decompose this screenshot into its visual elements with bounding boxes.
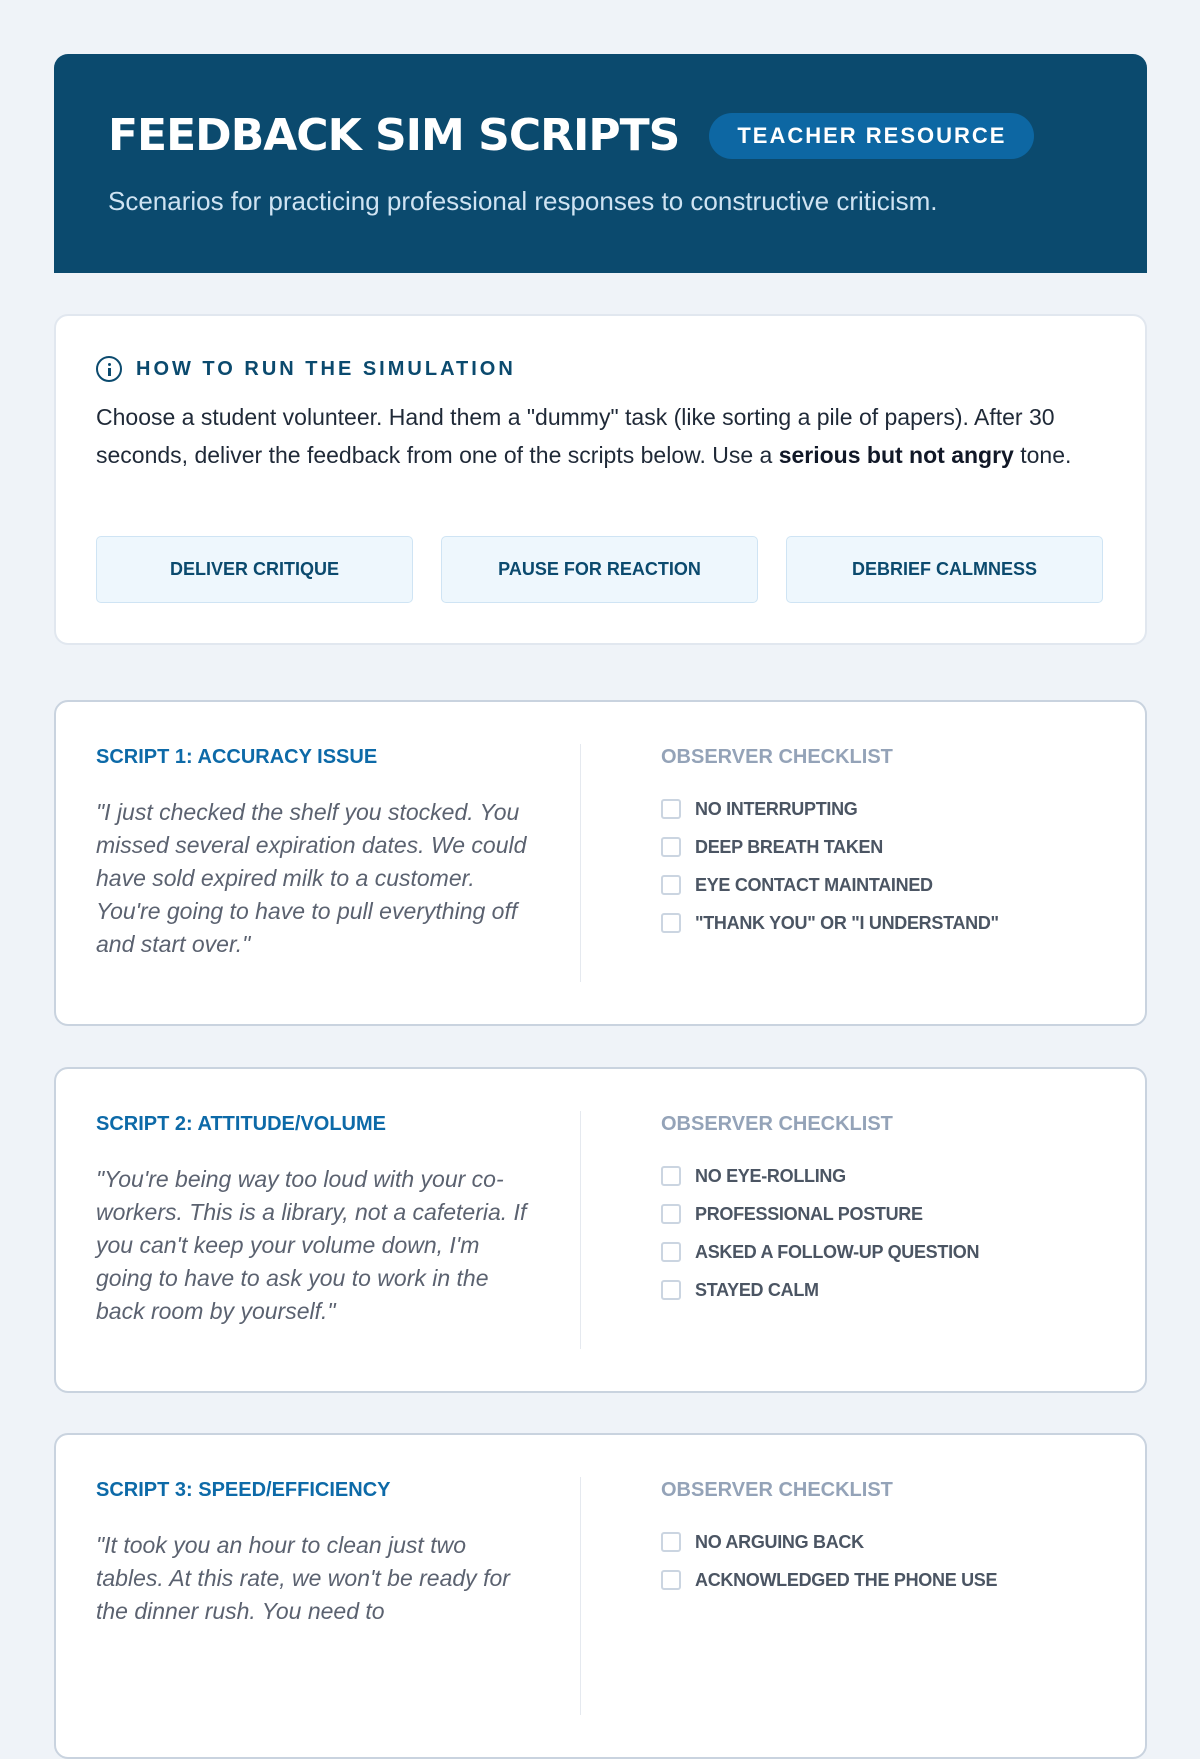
divider xyxy=(580,1477,581,1715)
checklist-item[interactable] xyxy=(661,1523,1101,1561)
checkbox[interactable] xyxy=(661,799,681,819)
checklist-label: "THANK YOU" OR "I UNDERSTAND" xyxy=(695,912,999,933)
script-card-2 xyxy=(54,1067,1147,1393)
checklist-item[interactable] xyxy=(661,904,1101,942)
checklist-label: DEEP BREATH TAKEN xyxy=(695,836,883,857)
instructions-text-end: tone. xyxy=(1013,442,1072,468)
checklist-label: STAYED CALM xyxy=(695,1279,819,1300)
checkbox[interactable] xyxy=(661,1242,681,1262)
checklist-label: ACKNOWLEDGED THE PHONE USE xyxy=(695,1569,998,1590)
checklist-title: OBSERVER CHECKLIST xyxy=(661,1479,893,1501)
how-to-card xyxy=(54,314,1147,645)
script-content xyxy=(96,1111,536,1328)
pause-for-reaction-button[interactable]: PAUSE FOR REACTION xyxy=(441,536,758,603)
checklist-item[interactable] xyxy=(661,1233,1101,1271)
checklist-label: PROFESSIONAL POSTURE xyxy=(695,1203,923,1224)
script-title: SCRIPT 3: SPEED/EFFICIENCY xyxy=(96,1479,391,1501)
page-subtitle: Scenarios for practicing professional responses to constructive criticism. xyxy=(108,186,938,216)
checklist-item[interactable] xyxy=(661,1561,1101,1599)
script-quote: "You're being way too loud with your co-workers. This is a library, not a cafeteria. If you can't keep your volume down, I'm going to have to ask you to work in the back room by yourself." xyxy=(96,1166,527,1324)
checklist-title: OBSERVER CHECKLIST xyxy=(661,746,893,768)
checklist-label: EYE CONTACT MAINTAINED xyxy=(695,874,933,895)
observer-checklist xyxy=(661,1111,1101,1309)
checklist-label: NO EYE-ROLLING xyxy=(695,1165,846,1186)
how-to-instructions xyxy=(96,398,1106,474)
divider xyxy=(580,1111,581,1349)
divider xyxy=(580,744,581,982)
script-content xyxy=(96,1477,536,1628)
checklist-items xyxy=(661,1523,1101,1599)
debrief-calmness-button[interactable]: DEBRIEF CALMNESS xyxy=(786,536,1103,603)
how-to-heading xyxy=(96,356,516,382)
observer-checklist xyxy=(661,744,1101,942)
checkbox[interactable] xyxy=(661,1204,681,1224)
checklist-item[interactable] xyxy=(661,866,1101,904)
teacher-resource-badge: TEACHER RESOURCE xyxy=(709,113,1034,159)
instructions-emphasis: serious but not angry xyxy=(778,442,1014,468)
checkbox[interactable] xyxy=(661,913,681,933)
checklist-items xyxy=(661,1157,1101,1309)
checklist-item[interactable] xyxy=(661,1271,1101,1309)
script-title: SCRIPT 2: ATTITUDE/VOLUME xyxy=(96,1113,386,1135)
deliver-critique-button[interactable]: DELIVER CRITIQUE xyxy=(96,536,413,603)
checklist-item[interactable] xyxy=(661,828,1101,866)
checklist-items xyxy=(661,790,1101,942)
checklist-label: NO INTERRUPTING xyxy=(695,798,858,819)
page-header xyxy=(54,54,1147,273)
checkbox[interactable] xyxy=(661,837,681,857)
checklist-item[interactable] xyxy=(661,1157,1101,1195)
checkbox[interactable] xyxy=(661,1570,681,1590)
checklist-item[interactable] xyxy=(661,1195,1101,1233)
script-quote: "I just checked the shelf you stocked. You missed several expiration dates. We could have sold expired milk to a customer. You're going to have to pull everything off and start over." xyxy=(96,799,527,957)
instructions-text: Choose a student volunteer. Hand them a "dummy" task (like sorting a pile of papers). After 30 seconds, deliver the feedback from one of the scripts below. Use a xyxy=(96,404,1055,468)
how-to-title: HOW TO RUN THE SIMULATION xyxy=(136,357,516,380)
observer-checklist xyxy=(661,1477,1101,1599)
checklist-item[interactable] xyxy=(661,790,1101,828)
script-card-1 xyxy=(54,700,1147,1026)
checklist-label: NO ARGUING BACK xyxy=(695,1531,864,1552)
checkbox[interactable] xyxy=(661,875,681,895)
script-quote: "It took you an hour to clean just two tables. At this rate, we won't be ready for the dinner rush. You need to xyxy=(96,1532,510,1624)
script-content xyxy=(96,744,536,961)
info-icon xyxy=(96,356,122,382)
checkbox[interactable] xyxy=(661,1166,681,1186)
step-buttons xyxy=(96,536,1103,603)
checklist-title: OBSERVER CHECKLIST xyxy=(661,1113,893,1135)
script-card-3 xyxy=(54,1433,1147,1759)
title-row xyxy=(108,110,1034,162)
checklist-label: ASKED A FOLLOW-UP QUESTION xyxy=(695,1241,980,1262)
script-title: SCRIPT 1: ACCURACY ISSUE xyxy=(96,746,378,768)
checkbox[interactable] xyxy=(661,1532,681,1552)
checkbox[interactable] xyxy=(661,1280,681,1300)
page-title: FEEDBACK SIM SCRIPTS xyxy=(108,110,680,161)
